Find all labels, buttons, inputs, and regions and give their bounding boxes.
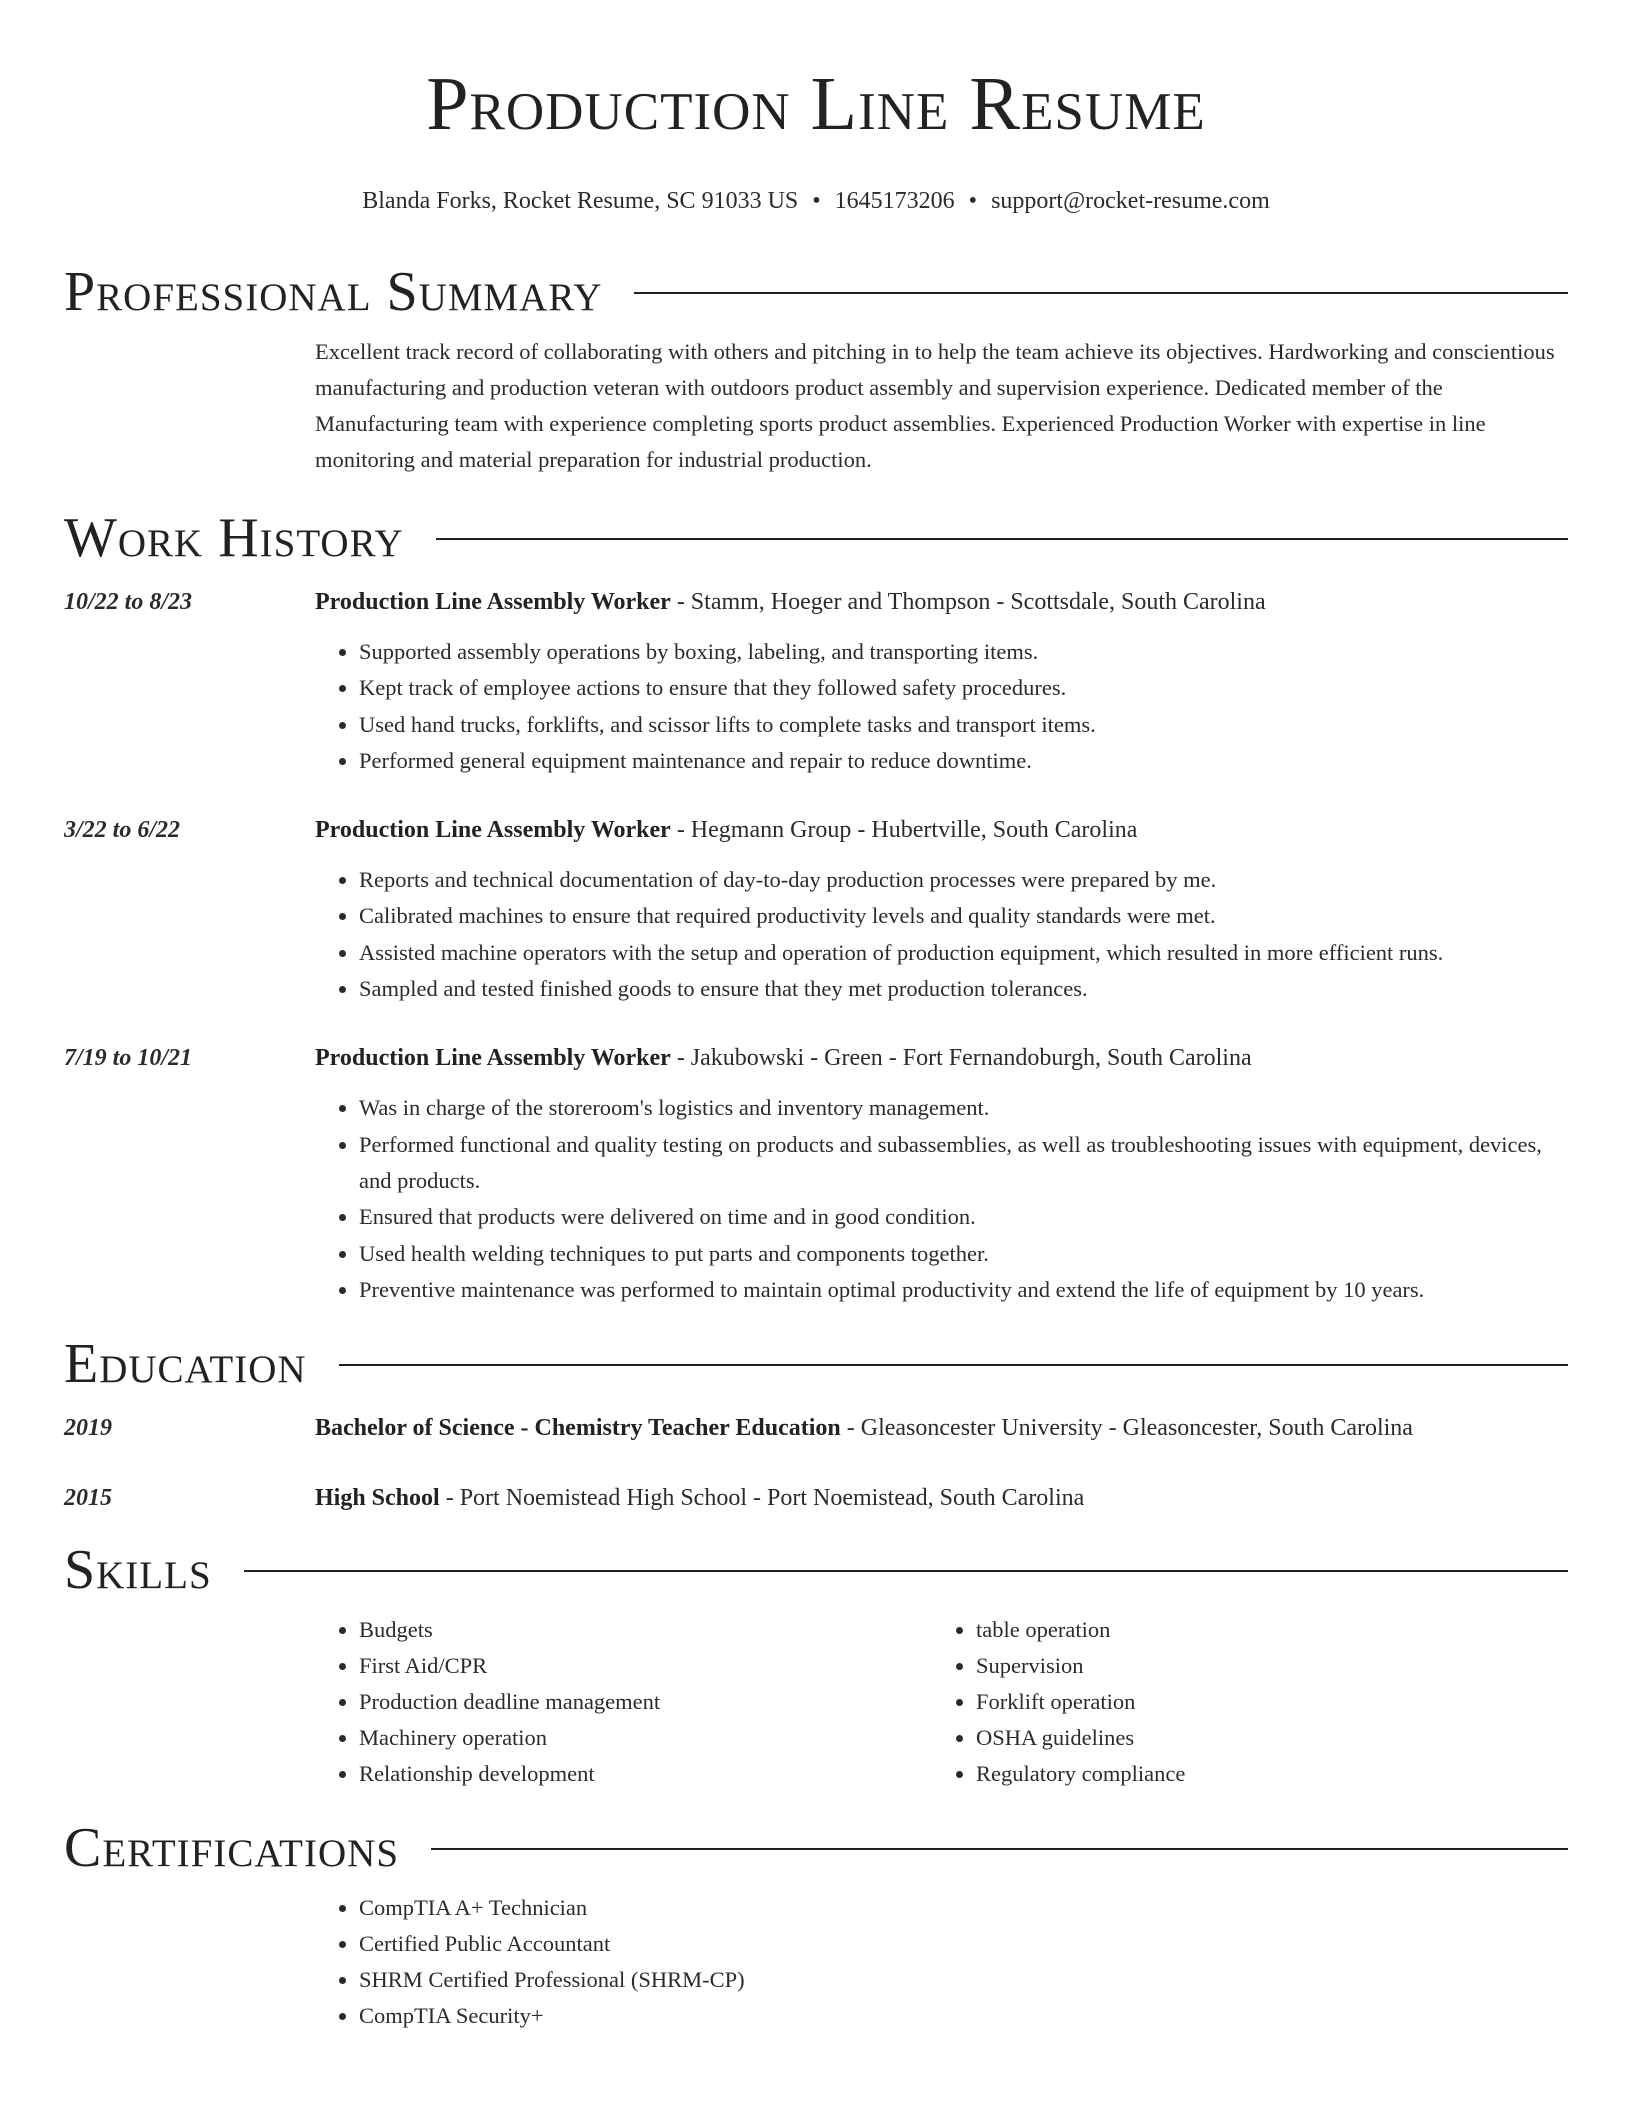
job-title: Production Line Assembly Worker (315, 1045, 671, 1072)
job-bullet: • Assisted machine operators with the setup and operation of production equipment, which resulted in more efficient runs. (359, 935, 1568, 971)
skill-item: • Regulatory compliance (976, 1756, 1549, 1792)
education-degree: Bachelor of Science - Chemistry Teacher Education (315, 1415, 841, 1442)
job-entry (64, 584, 1568, 779)
contact-separator: • (968, 188, 978, 214)
education-entry (64, 1410, 1568, 1446)
job-bullet: • Used hand trucks, forklifts, and scissor lifts to complete tasks and transport items. (359, 707, 1568, 743)
job-dates: 10/22 to 8/23 (64, 589, 193, 615)
section-heading: Skills (64, 1539, 212, 1602)
education-details: - Gleasoncester University - Gleasoncester, South Carolina (840, 1415, 1413, 1442)
job-dates: 3/22 to 6/22 (64, 817, 181, 844)
section-certifications (64, 1816, 1568, 1880)
section-heading: Work History (64, 507, 404, 569)
skills-column-right (932, 1612, 1549, 1792)
skill-item: • First Aid/CPR (359, 1648, 932, 1684)
education-degree: High School (315, 1485, 440, 1512)
contact-address: Blanda Forks, Rocket Resume, SC 91033 US (362, 188, 799, 214)
section-heading: Education (64, 1333, 307, 1396)
section-divider (431, 1848, 1568, 1850)
skill-item: • Supervision (976, 1648, 1549, 1684)
job-bullet: • Kept track of employee actions to ensure that they followed safety procedures. (359, 670, 1568, 706)
section-professional-summary (64, 260, 1568, 324)
job-bullets (315, 1090, 1568, 1308)
section-divider (244, 1570, 1568, 1572)
job-bullet: • Performed functional and quality testing on products and subassemblies, as well as troubleshooting issues with equipment, devices, and products. (359, 1127, 1568, 1200)
resume-title: Production Line Resume (426, 62, 1206, 146)
section-heading: Professional Summary (64, 261, 603, 323)
job-details: - Hegmann Group - Hubertville, South Carolina (670, 817, 1138, 844)
skill-item: • Relationship development (359, 1756, 932, 1792)
job-bullet: • Sampled and tested finished goods to ensure that they met production tolerances. (359, 971, 1568, 1007)
job-bullet: • Reports and technical documentation of day-to-day production processes were prepared by me. (359, 862, 1568, 898)
skill-item: • table operation (976, 1612, 1549, 1648)
job-entry (64, 812, 1568, 1007)
section-heading: Certifications (64, 1817, 400, 1880)
job-bullets (315, 634, 1568, 779)
section-divider (436, 538, 1568, 540)
job-details: - Stamm, Hoeger and Thompson - Scottsdale, South Carolina (670, 589, 1266, 615)
job-bullet: • Was in charge of the storeroom's logistics and inventory management. (359, 1090, 1568, 1126)
job-bullet: • Calibrated machines to ensure that required productivity levels and quality standards were met. (359, 898, 1568, 934)
contact-email: support@rocket-resume.com (991, 188, 1270, 214)
skill-item: • Forklift operation (976, 1684, 1549, 1720)
section-education (64, 1332, 1568, 1396)
certification-item: • SHRM Certified Professional (SHRM-CP) (359, 1962, 1568, 1998)
job-bullet: • Ensured that products were delivered on time and in good condition. (359, 1199, 1568, 1235)
job-bullet: • Performed general equipment maintenance and repair to reduce downtime. (359, 743, 1568, 779)
summary-text: Excellent track record of collaborating with others and pitching in to help the team achieve its objectives. Hardworking and conscientious manufacturing and production veteran with outdoors product assembly and supervision experience. Dedicated member of the Manufacturing team with experience completing sports product assemblies. Experienced Production Worker with expertise in line monitoring and material preparation for industrial production. (315, 339, 1555, 472)
job-entry (64, 1040, 1568, 1308)
skill-item: • Production deadline management (359, 1684, 932, 1720)
education-heading (315, 1480, 1568, 1516)
job-heading (315, 584, 1568, 620)
section-skills (64, 1538, 1568, 1602)
skills-column-left (315, 1612, 932, 1792)
job-heading (315, 812, 1568, 848)
contact-line (64, 186, 1568, 216)
job-details: - Jakubowski - Green - Fort Fernandoburgh, South Carolina (670, 1045, 1252, 1072)
section-divider (634, 292, 1568, 294)
job-title: Production Line Assembly Worker (315, 817, 671, 844)
education-year: 2015 (64, 1485, 112, 1512)
contact-phone: 1645173206 (834, 188, 955, 214)
certifications-list (315, 1890, 1568, 2034)
education-heading (315, 1410, 1568, 1446)
education-year: 2019 (64, 1415, 112, 1442)
job-bullet: • Supported assembly operations by boxing, labeling, and transporting items. (359, 634, 1568, 670)
skills-list (315, 1612, 1568, 1792)
contact-separator: • (812, 188, 821, 214)
job-title: Production Line Assembly Worker (315, 589, 671, 615)
skill-item: • Machinery operation (359, 1720, 932, 1756)
job-heading (315, 1040, 1568, 1076)
certifications-items (315, 1890, 1568, 2034)
education-details: - Port Noemistead High School - Port Noemistead, South Carolina (439, 1485, 1085, 1512)
skill-item: • OSHA guidelines (976, 1720, 1549, 1756)
certification-item: • CompTIA Security+ (359, 1998, 1568, 2034)
education-entry (64, 1480, 1568, 1516)
skill-item: • Budgets (359, 1612, 932, 1648)
section-work-history (64, 506, 1568, 570)
job-bullet: • Preventive maintenance was performed to maintain optimal productivity and extend the life of equipment by 10 years. (359, 1272, 1568, 1308)
section-divider (339, 1364, 1568, 1366)
job-dates: 7/19 to 10/21 (64, 1045, 193, 1072)
job-bullet: • Used health welding techniques to put parts and components together. (359, 1236, 1568, 1272)
certification-item: • CompTIA A+ Technician (359, 1890, 1568, 1926)
job-bullets (315, 862, 1568, 1007)
certification-item: • Certified Public Accountant (359, 1926, 1568, 1962)
